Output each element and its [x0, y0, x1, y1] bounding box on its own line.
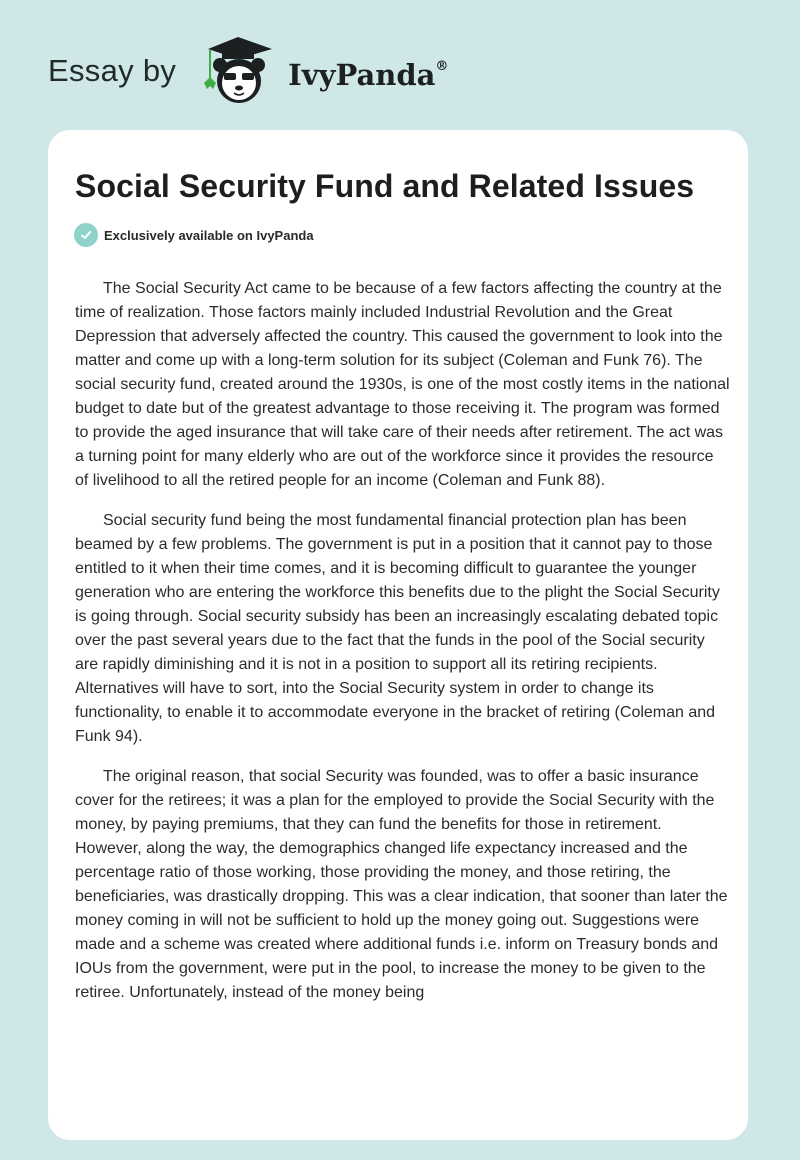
page-title: Social Security Fund and Related Issues [75, 168, 695, 204]
registered-mark: ® [435, 59, 449, 75]
badge-label: Exclusively available on IvyPanda [104, 227, 314, 243]
paragraph: Social security fund being the most fundamental financial protection plan has been beamed by a few problems. The government is put in a position that it cannot pay to those entitled to it when their time comes, and it is becoming difficult to guarantee the younger generation who are entering the workforce this benefits due to the plight the Social Security is going through. Social security subsidy has been an increasingly escalating debated topic over the past several years due to the fact that the funds in the pool of the Social security are rapidly diminishing and it is not in a position to support all its retiring recipients. Alternatives will have to sort, into the Social Security system in order to change its functionality, to enable it to accommodate everyone in the bracket of retiring (Coleman and Funk 94). [75, 512, 720, 745]
check-icon [74, 223, 98, 247]
essay-by-label: Essay by [48, 53, 177, 88]
paragraph: The Social Security Act came to be because of a few factors affecting the country at the time of realization. Those factors mainly included Industrial Revolution and the Great Depression that adversely affected the country. This caused the government to look into the matter and come up with a long-term solution for its subject (Coleman and Funk 76). The social security fund, created around the 1930s, is one of the most costly items in the national budget to date but of the greatest advantage to those receiving it. The program was formed to provide the aged insurance that will take care of their needs after retirement. The act was a turning point for many elderly who are out of the workforce since it provides the resource of livelihood to all the retired people for an income (Coleman and Funk 88). [75, 280, 730, 489]
ivypanda-logo-icon [194, 35, 282, 107]
site-brand[interactable] [48, 36, 448, 106]
essay-card [48, 130, 748, 1140]
essay-body [75, 277, 730, 1021]
paragraph: The original reason, that social Security was founded, was to offer a basic insurance cover for the retirees; it was a plan for the employed to provide the Social Security with the money, by paying premiums, that they can fund the benefits for those in retirement. However, along the way, the demographics changed life expectancy increased and the percentage ratio of those working, those providing the money, and those retiring, the beneficiaries, was drastically dropping. This was a clear indication, that sooner than later the money coming in will not be sufficient to hold up the money going out. Suggestions were made and a scheme was created where additional funds i.e. inform on Treasury bonds and IOUs from the government, were put in the pool, to increase the money to be given to the retiree. Unfortunately, instead of the money being [75, 768, 728, 1001]
brand-name: IvyPanda® [288, 58, 449, 92]
exclusive-badge [74, 223, 314, 247]
